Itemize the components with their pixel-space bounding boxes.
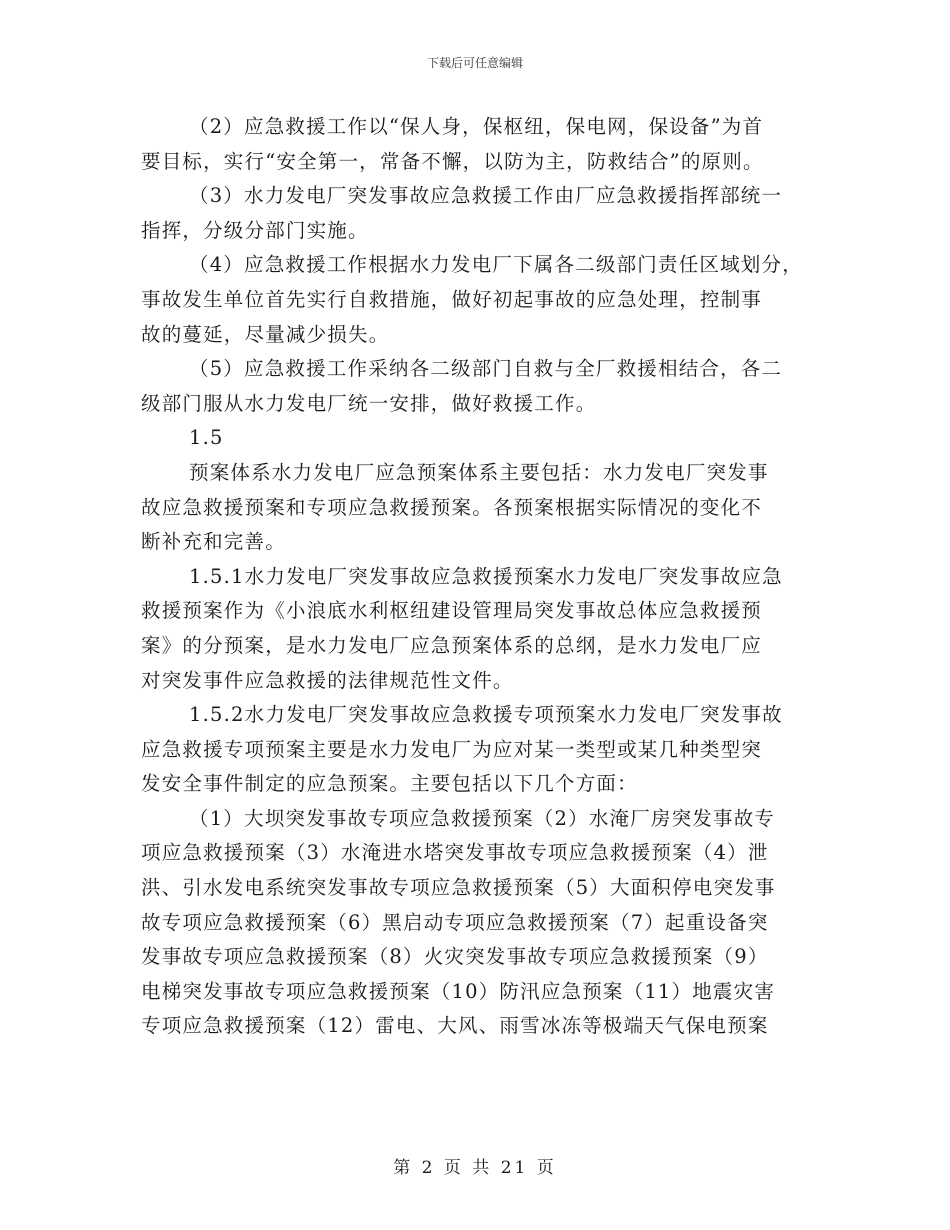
text-line: （5）应急救援工作采纳各二级部门自救与全厂救援相结合，各二 (189, 357, 783, 381)
text-line: （2）应急救援工作以“保人身，保枢纽，保电网，保设备”为首 (189, 115, 764, 138)
text-line: 预案体系水力发电厂应急预案体系主要包括：水力发电厂突发事 (189, 460, 769, 484)
paragraph-plan-system (141, 456, 821, 560)
text-line: （3）水力发电厂突发事故应急救援工作由厂应急救援指挥部统一 (189, 184, 783, 208)
paragraph-item-2 (141, 110, 821, 179)
paragraph-item-3 (141, 179, 821, 248)
paragraph-item-4 (141, 248, 821, 352)
text-line: 要目标，实行“安全第一，常备不懈，以防为主，防救结合”的原则。 (141, 149, 764, 173)
text-line: 指挥，分级分部门实施。 (141, 218, 369, 242)
text-line: 发事故专项应急救援预案（8）火灾突发事故专项应急救援预案（9） (141, 945, 769, 969)
section-number-1-5 (141, 421, 821, 456)
page-header-note: 下载后可任意编辑 (426, 56, 523, 70)
text-line: 专项应急救援预案（12）雷电、大风、雨雪冰冻等极端天气保电预案 (141, 1014, 769, 1038)
text-line: 1.5.1水力发电厂突发事故应急救援预案水力发电厂突发事故应急 (189, 564, 783, 588)
text-line: 案》的分预案，是水力发电厂应急预案体系的总纲，是水力发电厂应 (141, 633, 763, 657)
page-number-footer: 第 2 页 共 21 页 (393, 1158, 557, 1178)
text-line: 1.5.2水力发电厂突发事故应急救援专项预案水力发电厂突发事故 (189, 703, 783, 727)
text-line: 项应急救援预案（3）水淹进水塔突发事故专项应急救援预案（4）泄 (141, 841, 769, 865)
paragraph-section-1-5-1 (141, 560, 821, 698)
text-line: 电梯突发事故专项应急救援预案（10）防汛应急预案（11）地震灾害 (141, 979, 776, 1003)
text-line: 断补充和完善。 (141, 530, 286, 554)
text-line: 应急救援专项预案主要是水力发电厂为应对某一类型或某几种类型突 (141, 737, 763, 761)
document-body (141, 110, 821, 1044)
text-line: 洪、引水发电系统突发事故专项应急救援预案（5）大面积停电突发事 (141, 876, 776, 900)
text-line: 发安全事件制定的应急预案。主要包括以下几个方面： (141, 772, 638, 796)
text-line: 故的蔓延，尽量减少损失。 (141, 322, 390, 346)
text-line: 救援预案作为《小浪底水利枢纽建设管理局突发事故总体应急救援预 (141, 599, 763, 623)
text-line: 故应急救援预案和专项应急救援预案。各预案根据实际情况的变化不 (141, 495, 763, 519)
text-line: 1.5 (189, 426, 224, 450)
text-line: （4）应急救援工作根据水力发电厂下属各二级部门责任区域划分， (189, 253, 803, 277)
text-line: 事故发生单位首先实行自救措施，做好初起事故的应急处理，控制事 (141, 287, 763, 311)
paragraph-section-1-5-2 (141, 698, 821, 802)
text-line: 对突发事件应急救援的法律规范性文件。 (141, 668, 514, 692)
text-line: 级部门服从水力发电厂统一安排，做好救援工作。 (141, 391, 597, 415)
paragraph-item-5 (141, 352, 821, 421)
text-line: 故专项应急救援预案（6）黑启动专项应急救援预案（7）起重设备突 (141, 910, 769, 934)
paragraph-special-plans-list (141, 802, 821, 1044)
text-line: （1）大坝突发事故专项应急救援预案（2）水淹厂房突发事故专 (189, 806, 776, 830)
